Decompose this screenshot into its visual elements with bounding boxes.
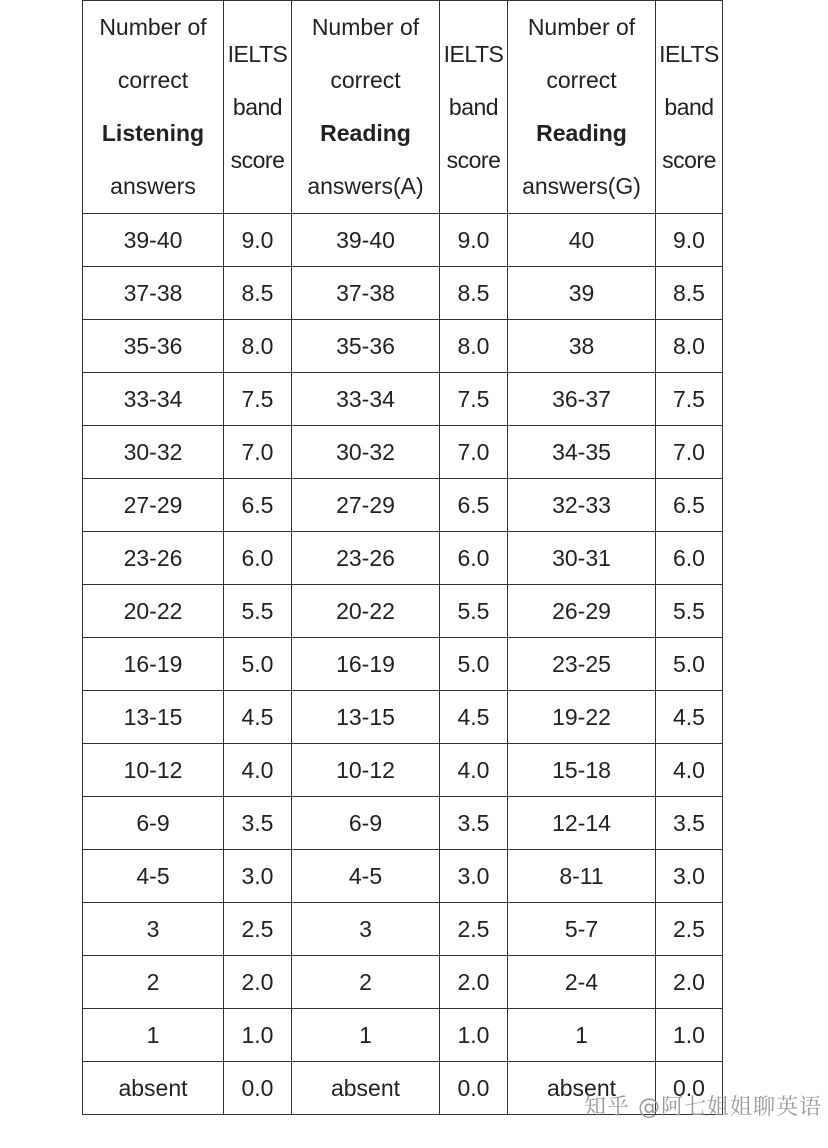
table-row: [83, 479, 723, 532]
cell-reading-g-answers: 26-29: [508, 585, 656, 638]
cell-listening-answers: 35-36: [83, 320, 224, 373]
cell-reading-a-answers: 4-5: [292, 850, 440, 903]
cell-reading-a-answers: 20-22: [292, 585, 440, 638]
header-row: [83, 1, 723, 214]
cell-band-score: 2.0: [224, 956, 292, 1009]
cell-reading-g-answers: 34-35: [508, 426, 656, 479]
cell-reading-g-answers: 40: [508, 214, 656, 267]
cell-band-score: 2.0: [656, 956, 723, 1009]
header-reading-a-answers: [292, 1, 440, 214]
cell-band-score: 4.0: [440, 744, 508, 797]
cell-listening-answers: 39-40: [83, 214, 224, 267]
cell-band-score: 3.0: [440, 850, 508, 903]
cell-band-score: 4.5: [656, 691, 723, 744]
cell-band-score: 6.5: [656, 479, 723, 532]
cell-band-score: 6.5: [440, 479, 508, 532]
cell-reading-a-answers: 35-36: [292, 320, 440, 373]
header-text: answers(A): [307, 173, 424, 199]
table-row: [83, 267, 723, 320]
table-row: [83, 373, 723, 426]
cell-band-score: 7.0: [224, 426, 292, 479]
header-text: band: [448, 93, 499, 120]
cell-listening-answers: 2: [83, 956, 224, 1009]
header-text: Listening: [101, 120, 205, 146]
table-row: [83, 1009, 723, 1062]
cell-reading-a-answers: 30-32: [292, 426, 440, 479]
header-text: IELTS: [443, 40, 504, 67]
header-text: Number of: [99, 14, 207, 40]
cell-band-score: 8.0: [656, 320, 723, 373]
cell-reading-g-answers: 36-37: [508, 373, 656, 426]
cell-reading-a-answers: 1: [292, 1009, 440, 1062]
cell-listening-answers: 16-19: [83, 638, 224, 691]
cell-band-score: 3.5: [440, 797, 508, 850]
cell-band-score: 8.0: [224, 320, 292, 373]
header-text: answers: [110, 173, 196, 199]
cell-listening-answers: 4-5: [83, 850, 224, 903]
table-row: [83, 638, 723, 691]
score-table-container: [82, 0, 723, 1115]
cell-band-score: 8.0: [440, 320, 508, 373]
cell-band-score: 8.5: [440, 267, 508, 320]
cell-reading-g-answers: 32-33: [508, 479, 656, 532]
cell-reading-g-answers: 23-25: [508, 638, 656, 691]
header-text: IELTS: [659, 40, 719, 67]
cell-band-score: 2.5: [440, 903, 508, 956]
cell-reading-a-answers: 23-26: [292, 532, 440, 585]
cell-listening-answers: 3: [83, 903, 224, 956]
cell-band-score: 3.0: [224, 850, 292, 903]
cell-listening-answers: 13-15: [83, 691, 224, 744]
cell-reading-g-answers: 2-4: [508, 956, 656, 1009]
cell-listening-answers: 33-34: [83, 373, 224, 426]
cell-band-score: 2.5: [656, 903, 723, 956]
header-text: correct: [117, 67, 189, 93]
cell-band-score: 9.0: [656, 214, 723, 267]
header-text: score: [662, 146, 716, 173]
cell-reading-g-answers: 30-31: [508, 532, 656, 585]
table-row: [83, 426, 723, 479]
cell-band-score: 5.5: [224, 585, 292, 638]
table-row: [83, 903, 723, 956]
cell-band-score: 6.5: [224, 479, 292, 532]
cell-reading-a-answers: 10-12: [292, 744, 440, 797]
header-text: IELTS: [227, 40, 288, 67]
cell-listening-answers: 6-9: [83, 797, 224, 850]
table-row: [83, 214, 723, 267]
cell-band-score: 0.0: [224, 1062, 292, 1115]
cell-reading-a-answers: absent: [292, 1062, 440, 1115]
cell-reading-a-answers: 16-19: [292, 638, 440, 691]
cell-band-score: 7.5: [224, 373, 292, 426]
cell-reading-g-answers: 12-14: [508, 797, 656, 850]
cell-band-score: 5.0: [656, 638, 723, 691]
cell-band-score: 5.5: [656, 585, 723, 638]
cell-band-score: 7.5: [656, 373, 723, 426]
cell-band-score: 6.0: [224, 532, 292, 585]
header-text: answers(G): [522, 173, 641, 199]
header-text: Number of: [527, 14, 636, 40]
cell-reading-g-answers: 19-22: [508, 691, 656, 744]
cell-listening-answers: absent: [83, 1062, 224, 1115]
cell-reading-a-answers: 39-40: [292, 214, 440, 267]
cell-band-score: 7.5: [440, 373, 508, 426]
cell-band-score: 5.0: [440, 638, 508, 691]
table-row: [83, 744, 723, 797]
cell-reading-g-answers: 15-18: [508, 744, 656, 797]
header-listening-answers: [83, 1, 224, 214]
cell-band-score: 3.5: [656, 797, 723, 850]
cell-reading-a-answers: 13-15: [292, 691, 440, 744]
cell-band-score: 8.5: [656, 267, 723, 320]
cell-reading-a-answers: 2: [292, 956, 440, 1009]
table-row: [83, 585, 723, 638]
cell-band-score: 6.0: [440, 532, 508, 585]
cell-reading-a-answers: 6-9: [292, 797, 440, 850]
table-body: [83, 214, 723, 1115]
ielts-score-conversion-table: [82, 0, 723, 1115]
header-band-score-1: [224, 1, 292, 214]
cell-listening-answers: 37-38: [83, 267, 224, 320]
cell-band-score: 0.0: [440, 1062, 508, 1115]
zhihu-watermark: 知乎 @阿七姐姐聊英语: [584, 1095, 822, 1120]
table-row: [83, 956, 723, 1009]
cell-band-score: 2.0: [440, 956, 508, 1009]
header-band-score-2: [440, 1, 508, 214]
cell-band-score: 5.0: [224, 638, 292, 691]
header-text: correct: [330, 67, 401, 93]
table-row: [83, 532, 723, 585]
cell-reading-g-answers: 1: [508, 1009, 656, 1062]
cell-band-score: 2.5: [224, 903, 292, 956]
cell-band-score: 3.5: [224, 797, 292, 850]
cell-band-score: 9.0: [440, 214, 508, 267]
cell-band-score: 0.0: [656, 1062, 723, 1115]
header-reading-g-answers: [508, 1, 656, 214]
cell-band-score: 7.0: [656, 426, 723, 479]
header-text: band: [232, 93, 283, 120]
cell-listening-answers: 10-12: [83, 744, 224, 797]
cell-listening-answers: 20-22: [83, 585, 224, 638]
cell-reading-a-answers: 33-34: [292, 373, 440, 426]
cell-band-score: 1.0: [656, 1009, 723, 1062]
cell-reading-g-answers: 8-11: [508, 850, 656, 903]
cell-band-score: 5.5: [440, 585, 508, 638]
header-text: correct: [546, 67, 617, 93]
table-row: [83, 320, 723, 373]
cell-band-score: 6.0: [656, 532, 723, 585]
cell-listening-answers: 1: [83, 1009, 224, 1062]
cell-band-score: 4.5: [224, 691, 292, 744]
header-band-score-3: [656, 1, 723, 214]
cell-listening-answers: 23-26: [83, 532, 224, 585]
cell-band-score: 4.5: [440, 691, 508, 744]
cell-reading-a-answers: 3: [292, 903, 440, 956]
cell-reading-g-answers: 38: [508, 320, 656, 373]
table-row: [83, 797, 723, 850]
cell-reading-g-answers: 5-7: [508, 903, 656, 956]
cell-band-score: 3.0: [656, 850, 723, 903]
table-row: [83, 850, 723, 903]
cell-listening-answers: 30-32: [83, 426, 224, 479]
cell-reading-a-answers: 37-38: [292, 267, 440, 320]
table-row: [83, 691, 723, 744]
cell-band-score: 9.0: [224, 214, 292, 267]
header-text: Number of: [311, 14, 420, 40]
cell-reading-g-answers: 39: [508, 267, 656, 320]
cell-band-score: 1.0: [440, 1009, 508, 1062]
cell-reading-a-answers: 27-29: [292, 479, 440, 532]
header-text: Reading: [320, 120, 411, 146]
cell-listening-answers: 27-29: [83, 479, 224, 532]
cell-band-score: 4.0: [224, 744, 292, 797]
cell-band-score: 1.0: [224, 1009, 292, 1062]
header-text: score: [446, 146, 501, 173]
cell-band-score: 7.0: [440, 426, 508, 479]
cell-band-score: 4.0: [656, 744, 723, 797]
header-text: Reading: [536, 120, 627, 146]
cell-reading-g-answers: absent: [508, 1062, 656, 1115]
cell-band-score: 8.5: [224, 267, 292, 320]
header-text: score: [230, 146, 285, 173]
header-text: band: [664, 93, 714, 120]
